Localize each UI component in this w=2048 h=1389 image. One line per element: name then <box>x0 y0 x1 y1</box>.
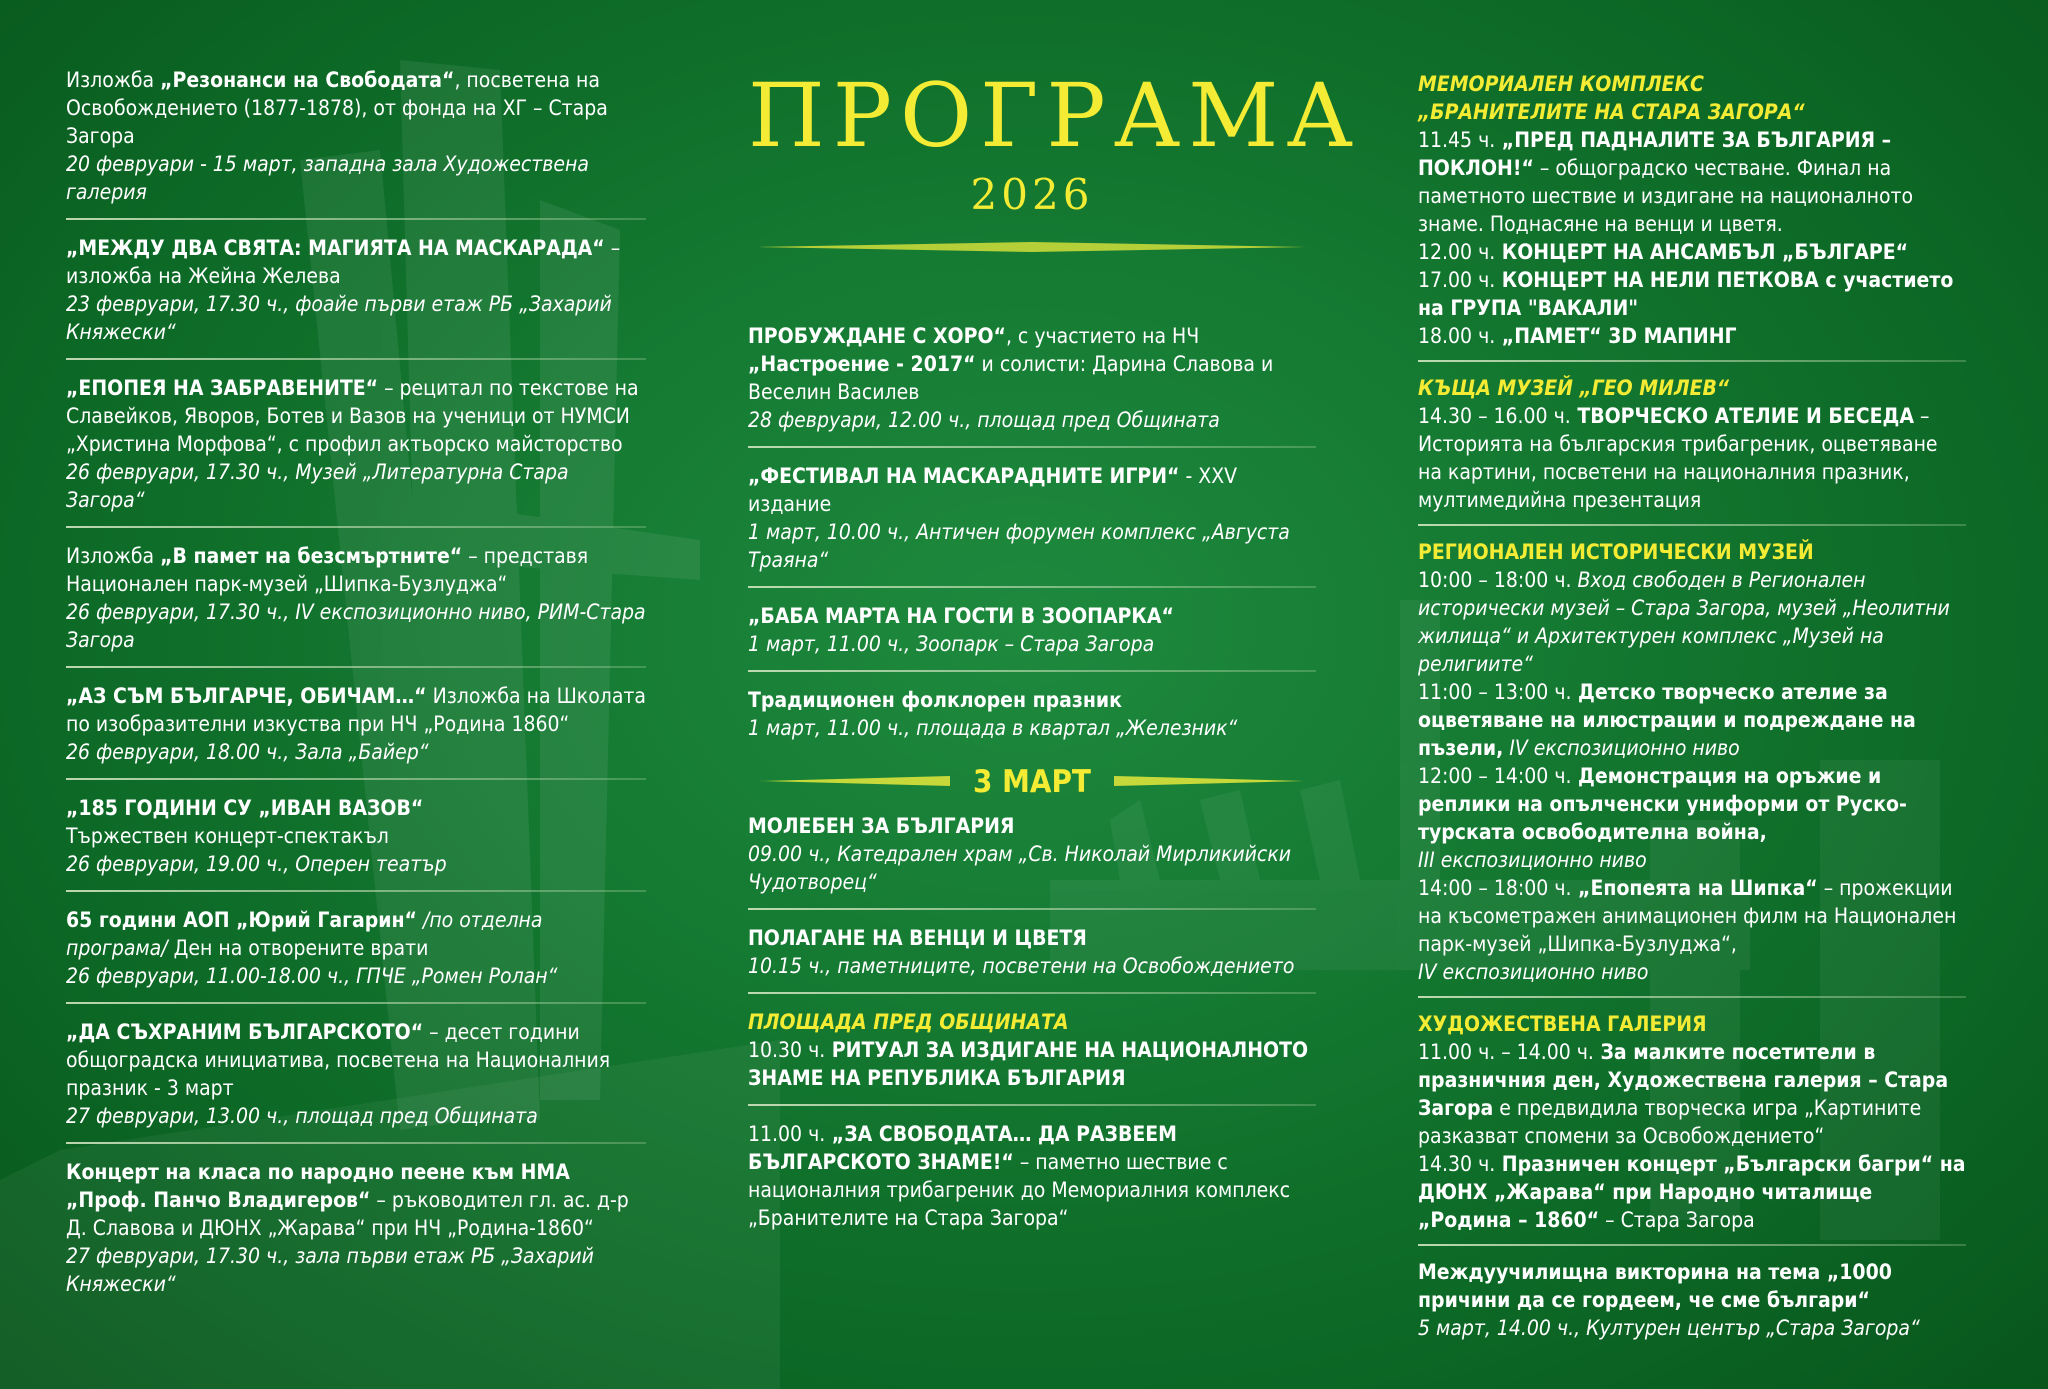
event-text: – ръководител гл. ас. д-р Д. Славова и ДЮНХ „Жарава“ при НЧ „Родина-1860“ <box>66 1188 629 1240</box>
event-entry <box>748 812 1316 896</box>
event-text: Тържествен концерт-спектакъл <box>66 824 389 848</box>
event-when: 27 февруари, 17.30 ч., зала първи етаж РБ „Захарий Княжески“ <box>66 1244 594 1296</box>
event-when: 1 март, 10.00 ч., Античен форумен комплекс „Августа Траяна“ <box>748 520 1290 572</box>
event-title: КОНЦЕРТ НА АНСАМБЪЛ „БЪЛГАРЕ“ <box>1495 240 1909 264</box>
day-heading-text: 3 МАРТ <box>973 764 1091 800</box>
divider <box>748 446 1316 448</box>
event-title: Празничен концерт „Български багри“ на ДЮНХ „Жарава“ при Народно читалище „Родина – 1860“ <box>1418 1152 1966 1232</box>
event-when: 28 февруари, 12.00 ч., площад пред Общината <box>748 408 1220 432</box>
event-entry <box>1418 1258 1966 1342</box>
event-title: РИТУАЛ ЗА ИЗДИГАНЕ НА НАЦИОНАЛНОТО ЗНАМЕ НА РЕПУБЛИКА БЪЛГАРИЯ <box>748 1038 1309 1090</box>
event-entry <box>66 1158 646 1298</box>
divider <box>66 218 646 220</box>
divider <box>748 1104 1316 1106</box>
left-column <box>66 66 646 1298</box>
event-title: „МЕЖДУ ДВА СВЯТА: МАГИЯТА НА МАСКАРАДА“ <box>66 236 605 260</box>
event-time: 11.45 ч. <box>1418 128 1496 152</box>
venue-heading: РЕГИОНАЛЕН ИСТОРИЧЕСКИ МУЗЕЙ <box>1418 540 1814 564</box>
event-time: 10.30 ч. <box>748 1038 826 1062</box>
event-title: „Резонанси на Свободата“ <box>160 68 455 92</box>
divider <box>748 908 1316 910</box>
event-title: „ЕПОПЕЯ НА ЗАБРАВЕНИТЕ“ <box>66 376 379 400</box>
event-title: ПРОБУЖДАНЕ С ХОРО“ <box>748 324 1006 348</box>
divider <box>66 666 646 668</box>
event-note: Вход свободен в Регионален исторически музей – Стара Загора, музей „Неолитни жилища“ и Архитектурен комплекс „Музей на религиите“ <box>1418 568 1950 676</box>
event-when: 10.15 ч., паметниците, посветени на Освобождението <box>748 954 1295 978</box>
event-text: , посветена на Освобождението (1877-1878), от фонда на ХГ – Стара Загора <box>66 68 608 148</box>
event-title: Концерт на класа по народно пеене към НМА „Проф. Панчо Владигеров“ <box>66 1160 570 1212</box>
event-entry <box>66 374 646 514</box>
event-text: Ден на отворените врати <box>167 936 429 960</box>
divider <box>1418 524 1966 526</box>
event-time: 14.30 ч. <box>1418 1152 1496 1176</box>
event-title: „БАБА МАРТА НА ГОСТИ В ЗООПАРКА“ <box>748 604 1174 628</box>
divider <box>748 586 1316 588</box>
event-when: 27 февруари, 13.00 ч., площад пред Общината <box>66 1104 538 1128</box>
divider <box>66 1142 646 1144</box>
event-entry <box>748 1120 1316 1232</box>
event-entry <box>66 542 646 654</box>
event-title: „В памет на безсмъртните“ <box>160 544 463 568</box>
event-title: Междуучилищна викторина на тема „1000 причини да се гордеем, че сме българи“ <box>1418 1260 1892 1312</box>
event-text: , с участието на НЧ <box>1005 324 1200 348</box>
event-title: „ФЕСТИВАЛ НА МАСКАРАДНИТЕ ИГРИ“ <box>748 464 1180 488</box>
venue-heading: ПЛОЩАДА ПРЕД ОБЩИНАТА <box>748 1010 1069 1034</box>
event-time: 11.00 ч. <box>748 1122 826 1146</box>
divider <box>66 526 646 528</box>
event-title: КОНЦЕРТ НА НЕЛИ ПЕТКОВА с участието на ГРУПА "ВАКАЛИ" <box>1418 268 1954 320</box>
event-when: 26 февруари, 18.00 ч., Зала „Байер“ <box>66 740 429 764</box>
event-entry <box>748 1008 1316 1092</box>
divider <box>66 1002 646 1004</box>
event-title: „ЗА СВОБОДАТА… ДА РАЗВЕЕМ БЪЛГАРСКОТО ЗНАМЕ!“ <box>748 1122 1177 1174</box>
event-time: 14:00 – 18:00 ч. <box>1418 876 1572 900</box>
venue-heading: МЕМОРИАЛЕН КОМПЛЕКС <box>1418 72 1704 96</box>
divider <box>66 890 646 892</box>
event-text: и солисти: Дарина Славова и Веселин Василев <box>748 352 1274 404</box>
event-text: – паметно шествие с националния трибагреник до Мемориалния комплекс „Бранителите на Стара Загора“ <box>748 1150 1291 1230</box>
event-note: /по отделна програма/ <box>66 908 543 960</box>
divider <box>748 992 1316 994</box>
event-title: Традиционен фолклорен празник <box>748 688 1122 712</box>
event-text: Изложба на Школата по изобразителни изкуства при НЧ „Родина 1860“ <box>66 684 646 736</box>
divider <box>66 778 646 780</box>
right-column <box>1418 70 1966 1342</box>
event-text: – рецитал по текстове на Славейков, Яворов, Ботев и Вазов на ученици от НУМСИ „Христина Морфова“, с профил актьорско майсторство <box>66 376 639 456</box>
event-note: IV експозиционно ниво <box>1418 960 1649 984</box>
title-divider <box>758 240 1306 254</box>
event-time: 10:00 – 18:00 ч. <box>1418 568 1572 592</box>
event-entry <box>66 1018 646 1130</box>
event-text: – изложба на Жейна Желева <box>66 236 621 288</box>
venue-block-memorial <box>1418 70 1966 350</box>
event-text: - XXV издание <box>748 464 1238 516</box>
venue-heading: ХУДОЖЕСТВЕНА ГАЛЕРИЯ <box>1418 1012 1707 1036</box>
event-note: III експозиционно ниво <box>1418 848 1647 872</box>
event-time: 18.00 ч. <box>1418 324 1496 348</box>
event-entry <box>748 924 1316 980</box>
heading-line-right <box>1114 774 1304 788</box>
divider <box>66 358 646 360</box>
event-text: – общоградско честване. Финал на паметното шествие и издигане на националното знаме. Поднасяне на венци и цветя. <box>1418 156 1914 236</box>
venue-block-gallery <box>1418 1010 1966 1234</box>
divider <box>1418 360 1966 362</box>
event-text: Изложба <box>66 544 161 568</box>
event-entry <box>66 794 646 878</box>
event-title: „АЗ СЪМ БЪЛГАРЧЕ, ОБИЧАМ…“ <box>66 684 427 708</box>
event-text: – десет години общоградска инициатива, посветена на Националния празник - 3 март <box>66 1020 611 1100</box>
venue-heading: КЪЩА МУЗЕЙ „ГЕО МИЛЕВ“ <box>1418 376 1730 400</box>
event-time: 12.00 ч. <box>1418 240 1496 264</box>
event-title: ТВОРЧЕСКО АТЕЛИЕ И БЕСЕДА <box>1570 404 1914 428</box>
event-entry <box>66 682 646 766</box>
event-title: ПОЛАГАНЕ НА ВЕНЦИ И ЦВЕТЯ <box>748 926 1087 950</box>
divider <box>1418 996 1966 998</box>
event-title: Детско творческо ателие за оцветяване на илюстрации и подреждане на пъзели, <box>1418 680 1916 760</box>
venue-heading: „БРАНИТЕЛИТЕ НА СТАРА ЗАГОРА“ <box>1418 100 1805 124</box>
event-entry <box>748 686 1316 742</box>
event-time: 12:00 – 14:00 ч. <box>1418 764 1572 788</box>
event-entry <box>66 234 646 346</box>
middle-column <box>748 322 1316 1232</box>
event-title: „185 ГОДИНИ СУ „ИВАН ВАЗОВ“ <box>66 796 424 820</box>
page-year: 2026 <box>970 170 1094 219</box>
event-text: – Историята на българския трибагреник, оцветяване на картини, посветени на националния празник, мултимедийна презентация <box>1418 404 1938 512</box>
page-title: ПРОГРАМА <box>748 64 1361 167</box>
event-time: 14.30 – 16.00 ч. <box>1418 404 1571 428</box>
event-when: 26 февруари, 17.30 ч., IV експозиционно ниво, РИМ-Стара Загора <box>66 600 646 652</box>
event-when: 20 февруари - 15 март, западна зала Художествена галерия <box>66 152 589 204</box>
event-text: е предвидила творческа игра „Картините разказват спомени за Освобождението“ <box>1418 1096 1922 1148</box>
divider <box>1418 1244 1966 1246</box>
day-heading <box>748 760 1316 804</box>
event-title: „ПАМЕТ“ 3D МАПИНГ <box>1495 324 1737 348</box>
event-when: 09.00 ч., Катедрален храм „Св. Николай Мирликийски Чудотворец“ <box>748 842 1292 894</box>
event-when: 26 февруари, 19.00 ч., Оперен театър <box>66 852 447 876</box>
event-entry <box>748 322 1316 434</box>
event-when: 5 март, 14.00 ч., Културен център „Стара Загора“ <box>1418 1316 1920 1340</box>
event-title: Демонстрация на оръжие и реплики на опълченски униформи от Руско-турската освободителна война, <box>1418 764 1907 844</box>
event-when: 23 февруари, 17.30 ч., фоайе първи етаж РБ „Захарий Княжески“ <box>66 292 612 344</box>
event-text: Изложба <box>66 68 161 92</box>
venue-block-geo-milev <box>1418 374 1966 514</box>
event-title: „ПРЕД ПАДНАЛИТЕ ЗА БЪЛГАРИЯ – ПОКЛОН!“ <box>1418 128 1892 180</box>
event-title: „ДА СЪХРАНИМ БЪЛГАРСКОТО“ <box>66 1020 424 1044</box>
event-text: – прожекции на късометражен анимационен филм на Национален парк-музей „Шипка-Бузлуджа“, <box>1418 876 1957 956</box>
event-title: 65 години АОП „Юрий Гагарин“ <box>66 908 417 932</box>
event-title: За малките посетители в празничния ден, Художествена галерия – Стара Загора <box>1418 1040 1949 1120</box>
event-when: 26 февруари, 11.00-18.00 ч., ГПЧЕ „Ромен Ролан“ <box>66 964 558 988</box>
venue-block-museum <box>1418 538 1966 986</box>
divider <box>748 670 1316 672</box>
event-when: 26 февруари, 17.30 ч., Музей „Литературна Стара Загора“ <box>66 460 569 512</box>
event-entry <box>748 602 1316 658</box>
event-entry <box>748 462 1316 574</box>
event-text: – Стара Загора <box>1599 1208 1755 1232</box>
event-title: МОЛЕБЕН ЗА БЪЛГАРИЯ <box>748 814 1015 838</box>
event-when: 1 март, 11.00 ч., площада в квартал „Железник“ <box>748 716 1238 740</box>
event-note: IV експозиционно ниво <box>1503 736 1740 760</box>
event-time: 11.00 ч. – 14.00 ч. <box>1418 1040 1594 1064</box>
event-entry <box>66 66 646 206</box>
event-time: 17.00 ч. <box>1418 268 1496 292</box>
event-time: 11:00 – 13:00 ч. <box>1418 680 1572 704</box>
event-when: 1 март, 11.00 ч., Зоопарк – Стара Загора <box>748 632 1155 656</box>
event-entry <box>66 906 646 990</box>
event-title: „Епопеята на Шипка“ <box>1571 876 1818 900</box>
event-text: – представя Национален парк-музей „Шипка-Бузлуджа“ <box>66 544 589 596</box>
event-title: „Настроение - 2017“ <box>748 352 976 376</box>
